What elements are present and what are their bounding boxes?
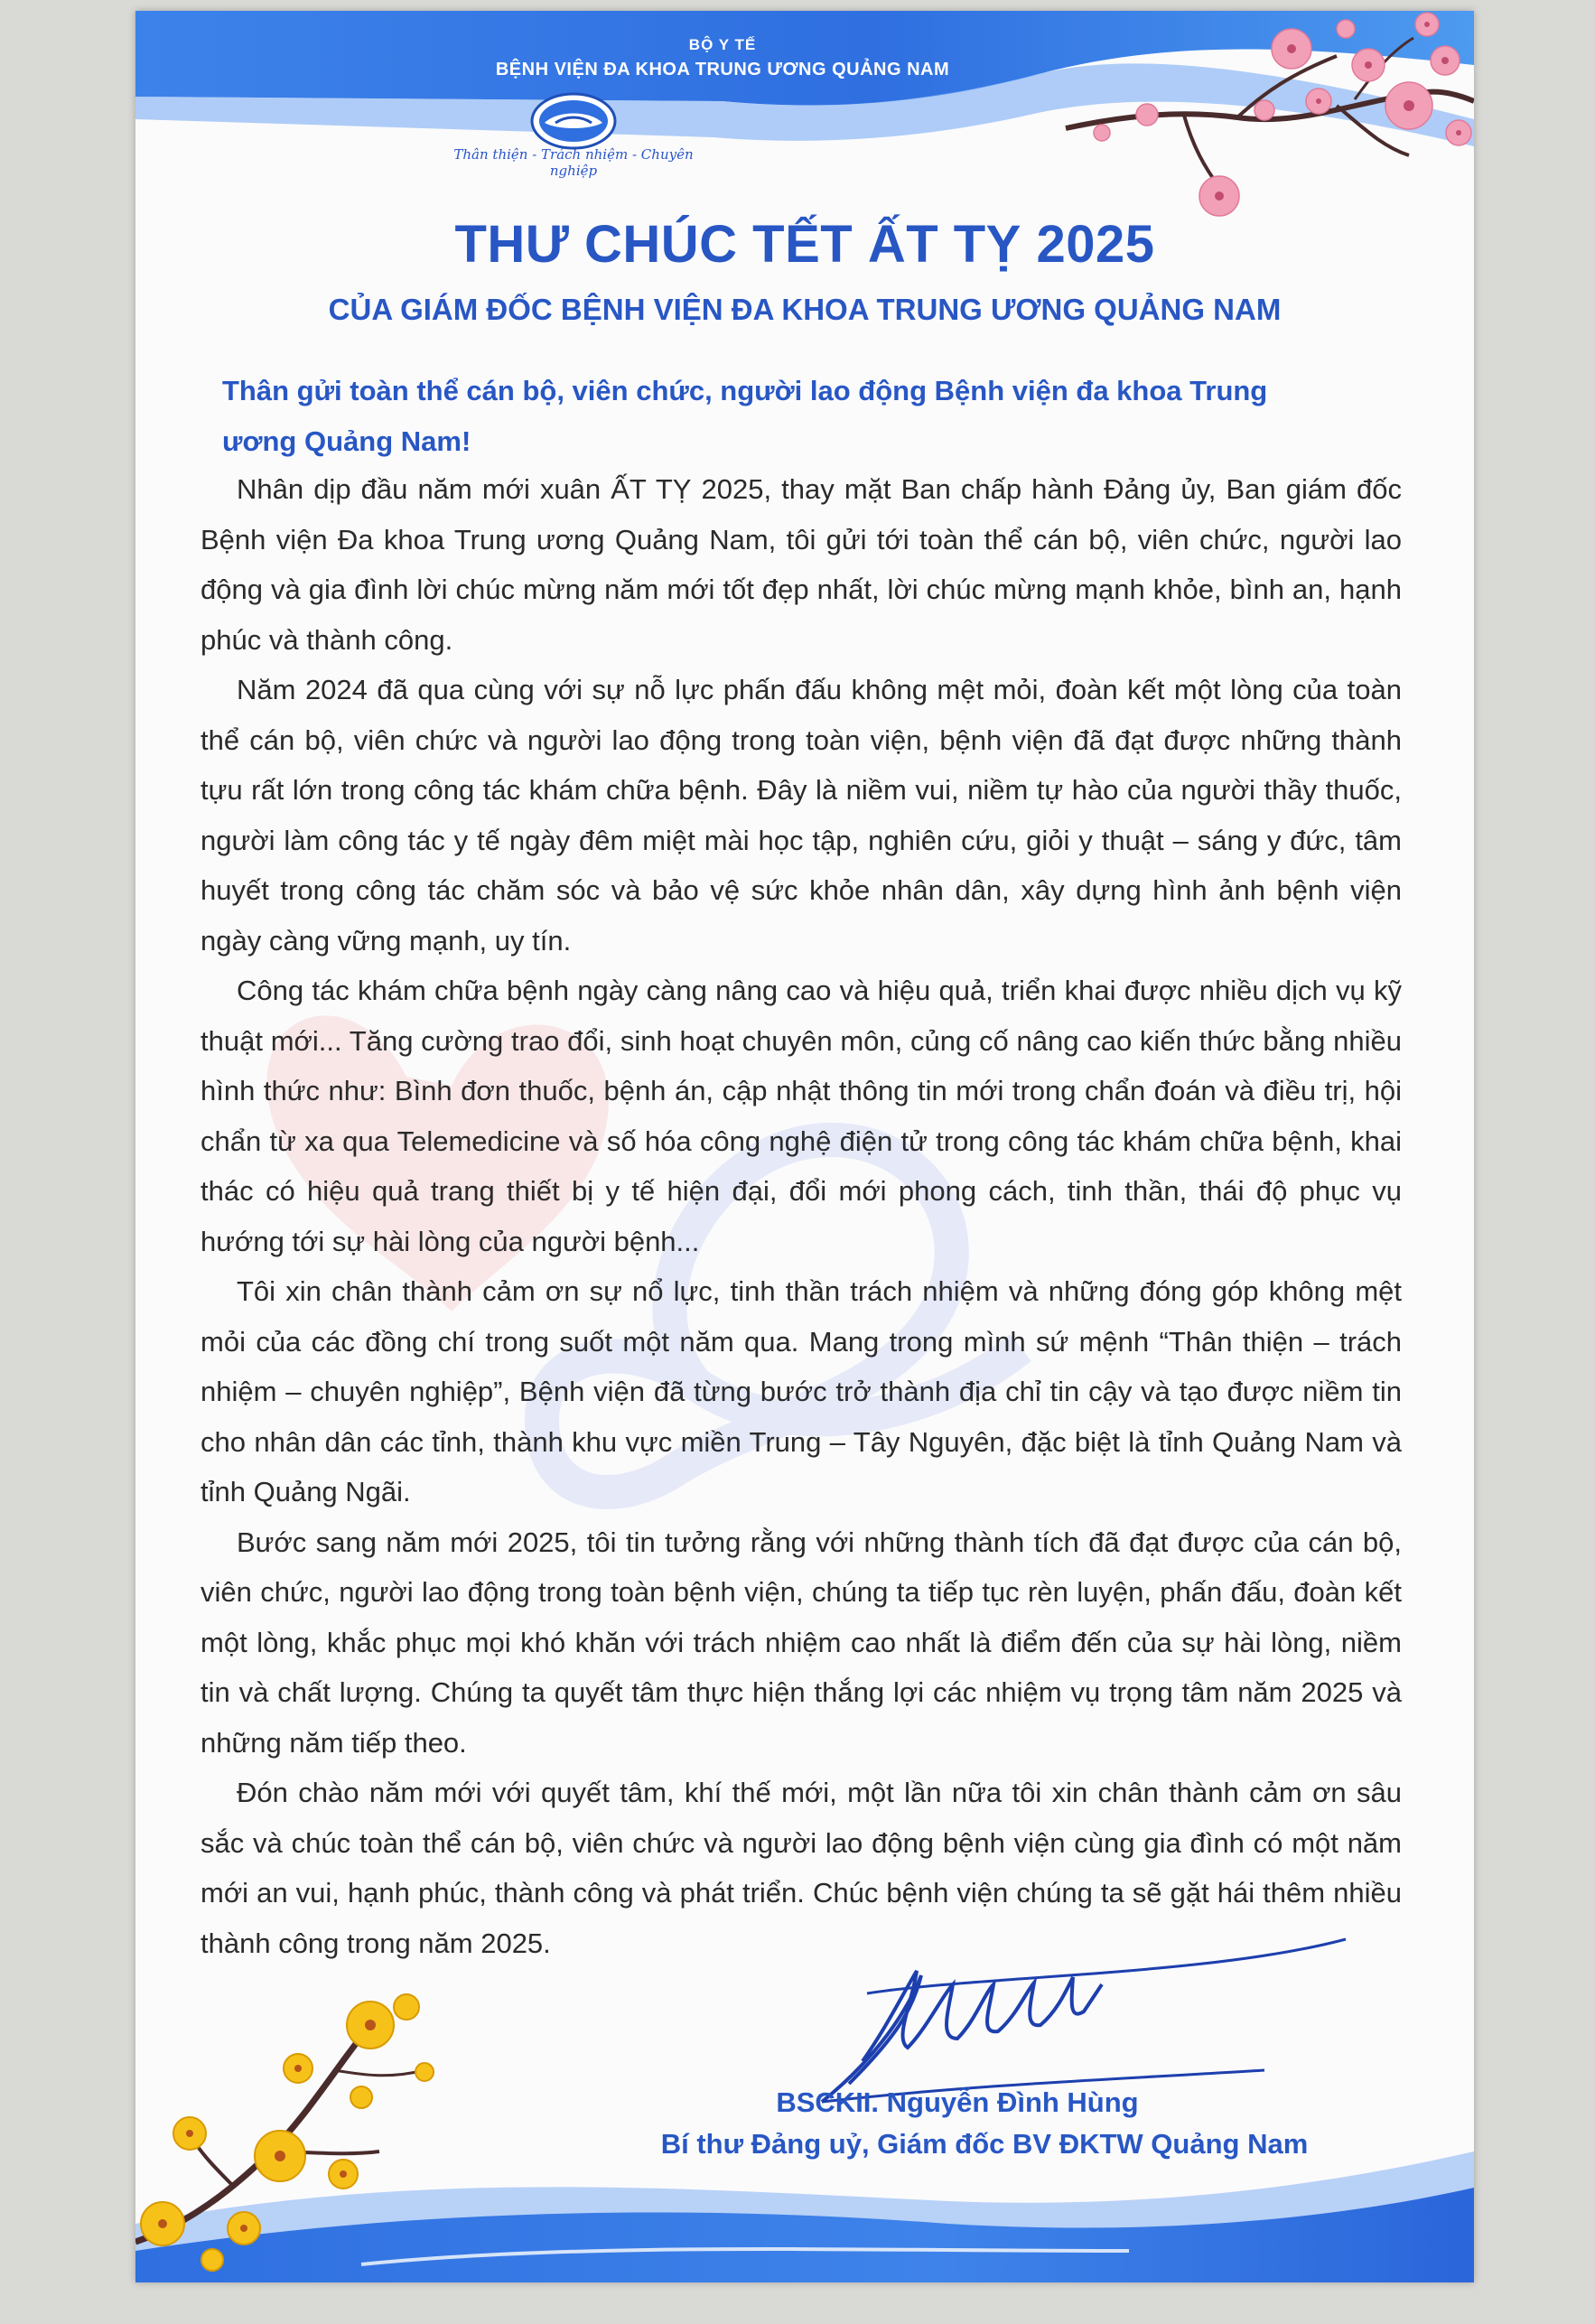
peach-blossom-branch-icon [1048,11,1474,246]
hospital-slogan: Thân thiện - Trách nhiệm - Chuyên nghiệp [453,146,694,179]
apricot-blossom-branch-icon [135,1971,587,2282]
body-paragraph: Đón chào năm mới với quyết tâm, khí thế mới, một lần nữa tôi xin chân thành cảm ơn sâu sắc và chúc toàn thể cán bộ, viên chức và người lao động bệnh viện cùng gia đình có một năm mới an vui, hạnh phúc, thành công và phát triển. Chúc bệnh viện chúng ta sẽ gặt hái thêm nhiều thành công trong năm 2025. [201,1777,1402,1959]
letter-greeting: Thân gửi toàn thể cán bộ, viên chức, người lao động Bệnh viện đa khoa Trung ương Quảng Nam! [222,375,1268,457]
ministry-name: BỘ Y TẾ [688,36,757,53]
body-paragraph: Tôi xin chân thành cảm ơn sự nổ lực, tinh thần trách nhiệm và những đóng góp không mệt mỏi của các đồng chí trong suốt một năm qua. Mang trong mình sứ mệnh “Thân thiện – trách nhiệm – chuyên nghiệp”, Bệnh viện đã từng bước trở thành địa chỉ tin cậy và tạo được niềm tin cho nhân dân các tỉnh, thành khu vực miền Trung – Tây Nguyên, đặc biệt là tỉnh Quảng Nam và tỉnh Quảng Ngãi. [201,1275,1402,1507]
signer-name: BSCKII. Nguyễn Đình Hùng [776,2086,1139,2118]
letter-subtitle: CỦA GIÁM ĐỐC BỆNH VIỆN ĐA KHOA TRUNG ƯƠNG QUẢNG NAM [328,293,1282,326]
signer-title: Bí thư Đảng uỷ, Giám đốc BV ĐKTW Quảng Nam [660,2128,1309,2160]
hospital-name: BỆNH VIỆN ĐA KHOA TRUNG ƯƠNG QUẢNG NAM [495,60,950,79]
hospital-logo-icon [501,83,646,155]
letter-page [135,11,1474,2282]
body-paragraph: Nhân dịp đầu năm mới xuân ẤT TỴ 2025, thay mặt Ban chấp hành Đảng ủy, Ban giám đốc Bệnh viện Đa khoa Trung ương Quảng Nam, tôi gửi tới toàn thể cán bộ, viên chức, người lao động và gia đình lời chúc mừng năm mới tốt đẹp nhất, lời chúc mừng mạnh khỏe, bình an, hạnh phúc và thành công. [201,473,1402,656]
letter-title: THƯ CHÚC TẾT ẤT TỴ 2025 [454,215,1155,274]
body-paragraph: Năm 2024 đã qua cùng với sự nỗ lực phấn đấu không mệt mỏi, đoàn kết một lòng của toàn thể cán bộ, viên chức và người lao động trong toàn viện, bệnh viện đã đạt được những thành tựu rất lớn trong công tác khám chữa bệnh. Đây là niềm vui, niềm tự hào của người thầy thuốc, người làm công tác y tế ngày đêm miệt mài học tập, nghiên cứu, giỏi y thuật – sáng y đức, tâm huyết trong công tác chăm sóc và bảo vệ sức khỏe nhân dân, xây dựng hình ảnh bệnh viện ngày càng vững mạnh, uy tín. [201,674,1402,957]
body-paragraph: Công tác khám chữa bệnh ngày càng nâng cao và hiệu quả, triển khai được nhiều dịch vụ kỹ thuật mới... Tăng cường trao đổi, sinh hoạt chuyên môn, củng cố nâng cao kiến thức bằng nhiều hình thức như: Bình đơn thuốc, bệnh án, cập nhật thông tin mới trong chẩn đoán và điều trị, hội chẩn từ xa qua Telemedicine và số hóa công nghệ điện tử trong công tác khám chữa bệnh, khai thác có hiệu quả trang thiết bị y tế hiện đại, đổi mới phong cách, tinh thần, thái độ phục vụ hướng tới sự hài lòng của người bệnh... [201,975,1402,1257]
body-paragraph: Bước sang năm mới 2025, tôi tin tưởng rằng với những thành tích đã đạt được của cán bộ, viên chức, người lao động trong toàn bệnh viện, chúng ta tiếp tục rèn luyện, phấn đấu, đoàn kết một lòng, khắc phục mọi khó khăn với trách nhiệm cao nhất là điểm đến của sự hài lòng, niềm tin và chất lượng. Chúng ta quyết tâm thực hiện thắng lợi các nhiệm vụ trọng tâm năm 2025 và những năm tiếp theo. [201,1526,1402,1759]
letter-body [201,464,1402,1968]
handwritten-signature-icon [759,1921,1474,2111]
